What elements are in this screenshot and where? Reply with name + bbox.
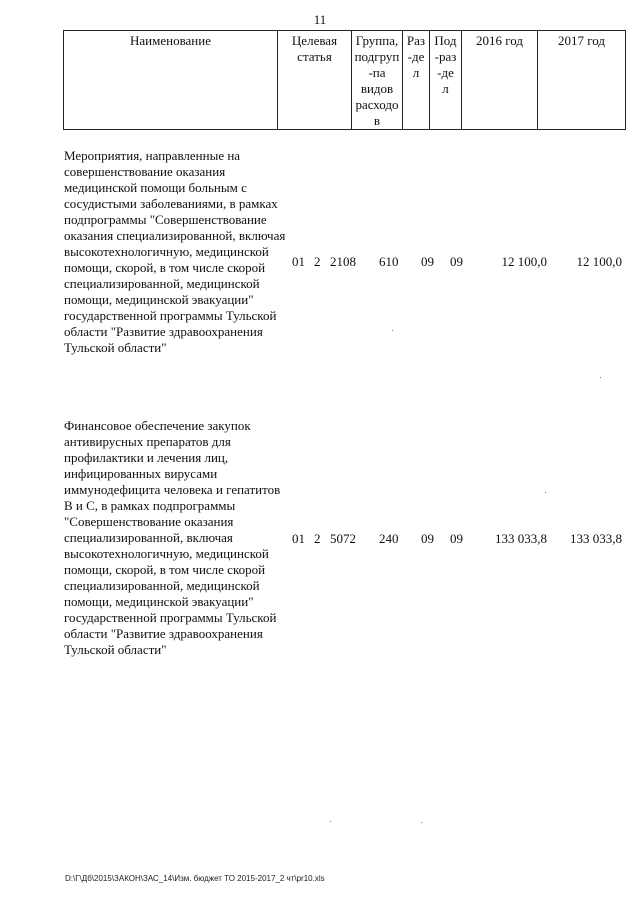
scan-speck [330,821,331,822]
row-subprogram: 2 [314,254,321,269]
row-subsection: 09 [450,531,463,546]
row-subsection: 09 [450,254,463,269]
footer-file-path: D:\Г\Дб\2015\ЗАКОН\ЗАС_14\Изм. бюджет ТО 2015-2017_2 чт\pr10.xls [65,874,325,883]
row-group: 240 [379,531,399,546]
row-name: Финансовое обеспечение закупок антивирусных препаратов для профилактики и лечения лиц, инфицированных вирусами иммунодефицита человека и гепатитов В и С, в рамках подпрограммы "Совершенствование оказания специализированной, включая высокотехнологичную, медицинской помощи, скорой, в том числе скорой специализированной, медицинской помощи, медицинской эвакуации" государственной программы Тульской области "Развитие здравоохранения Тульской области" [64,418,281,657]
row-name: Мероприятия, направленные на совершенствование оказания медицинской помощи больным с сосудистыми заболеваниями, в рамках подпрограммы "Совершенствование оказания специализированной, включая высокотехнологичную, медицинской помощи, скорой, в том числе скорой специализированной, медицинской помощи, медицинской эвакуации" государственной программы Тульской области "Развитие здравоохранения Тульской области" [64,148,286,355]
scan-speck [421,822,422,823]
scan-speck [545,492,546,493]
table-header [63,30,626,130]
header-subsection: Под-раз-дел [430,31,462,130]
row-program: 01 [292,254,305,269]
page-number: 11 [313,12,327,27]
row-code: 2108 [330,254,356,269]
header-section: Раз-дел [403,31,430,130]
row-amount-2017: 12 100,0 [576,254,622,269]
row-program: 01 [292,531,305,546]
row-group: 610 [379,254,399,269]
header-expense-group: Группа, подгруп-па видов расходов [352,31,403,130]
row-amount-2016: 133 033,8 [495,531,547,546]
row-section: 09 [421,531,434,546]
header-target-article: Целевая статья [278,31,352,130]
row-amount-2017: 133 033,8 [570,531,622,546]
row-section: 09 [421,254,434,269]
header-year-2016: 2016 год [462,31,538,130]
row-amount-2016: 12 100,0 [501,254,547,269]
row-subprogram: 2 [314,531,321,546]
scan-speck [392,330,393,331]
row-code: 5072 [330,531,356,546]
scan-speck [600,377,601,378]
header-name: Наименование [64,31,278,130]
header-year-2017: 2017 год [538,31,626,130]
